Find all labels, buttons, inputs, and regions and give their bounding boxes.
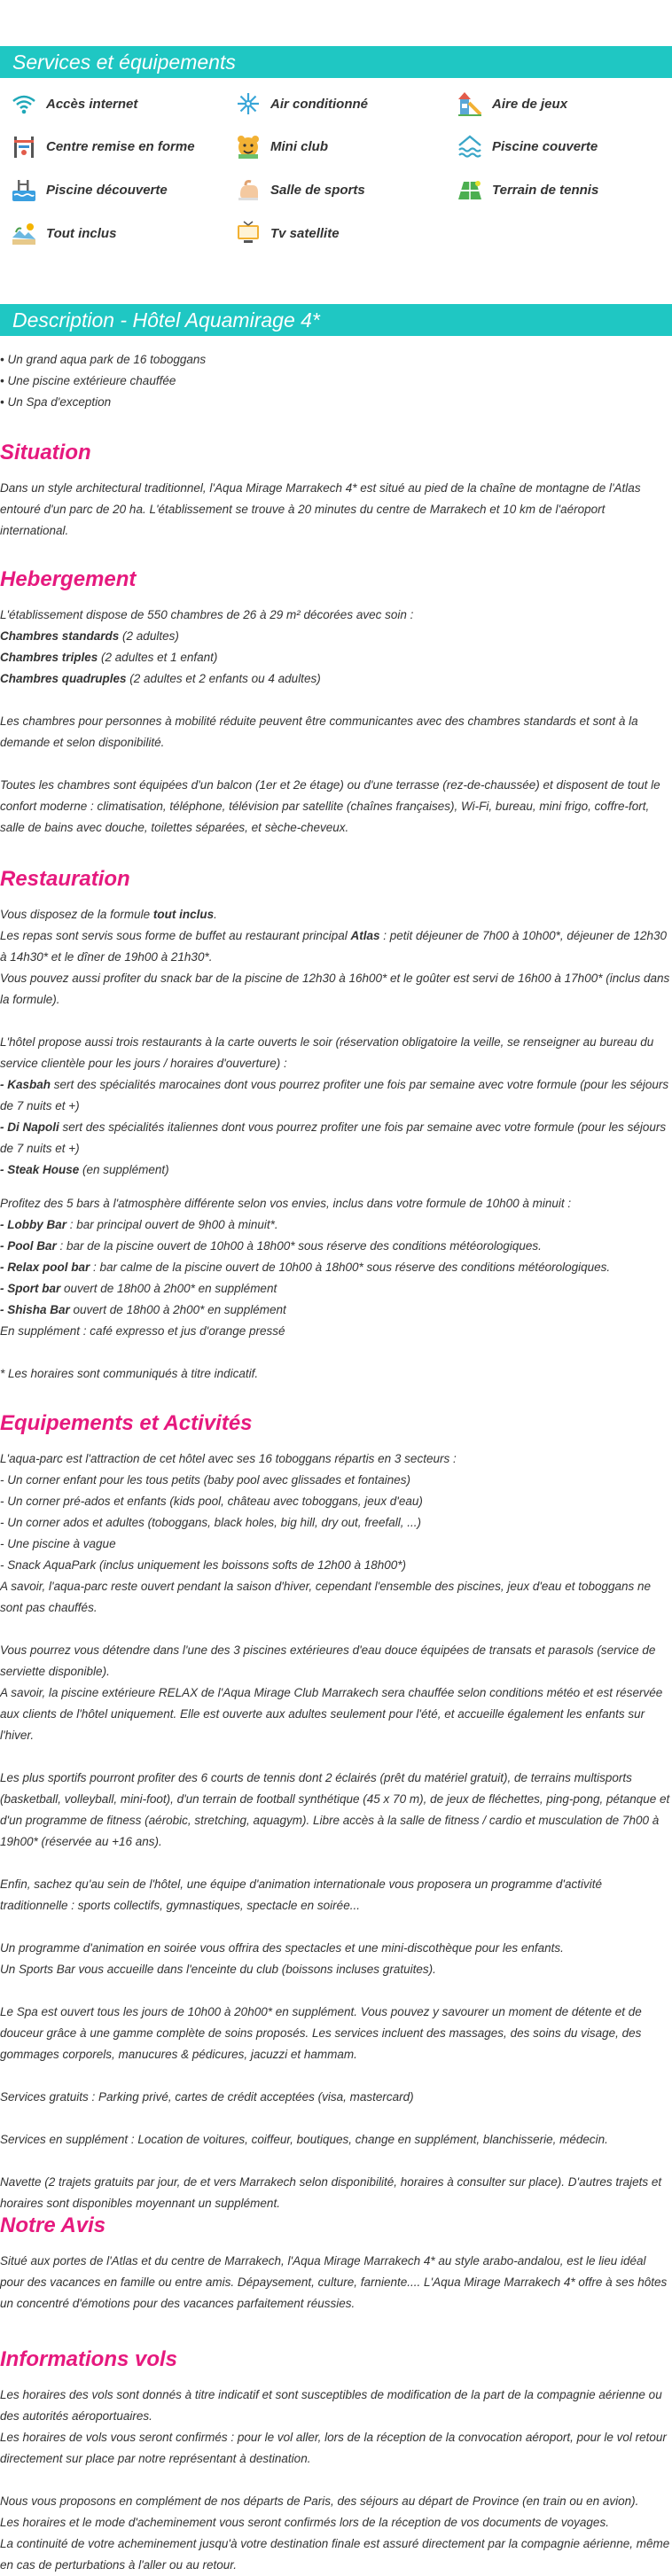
vols-section bbox=[0, 2347, 672, 2576]
outdoor-pool-icon bbox=[9, 175, 39, 205]
wifi-icon bbox=[9, 89, 39, 119]
meals-pre: Les repas sont servis sous forme de buffet au restaurant principal bbox=[0, 929, 351, 942]
vols-text: Les horaires des vols sont donnés à titre indicatif et sont susceptibles de modification de la part de la compagnie aérienne ou des autorités aéroportuaires. bbox=[0, 2388, 662, 2423]
service-label: Salle de sports bbox=[270, 182, 365, 198]
bar-item bbox=[0, 1236, 672, 1257]
service-label: Centre remise en forme bbox=[46, 138, 195, 154]
hebergement-comfort: Toutes les chambres sont équipées d'un balcon (1er et 2e étage) ou d'une terrasse (rez-de-chaussée) et disposent de tout le confort moderne : climatisation, téléphone, télévision par satellite (chaînes françaises), Wi-Fi, bureau, mini frigo, coffre-fort, salle de bains avec douche, toilettes séparées, et sèche-cheveux. bbox=[0, 778, 660, 834]
bars-intro: Profitez des 5 bars à l'atmosphère différente selon vos envies, inclus dans votre formule de 10h00 à minuit : bbox=[0, 1197, 572, 1210]
bar-item bbox=[0, 1257, 672, 1278]
aquapark-list bbox=[0, 1448, 672, 1619]
evening-text: Un programme d'animation en soirée vous offrira des spectacles et une mini-discothèque pour les enfants. bbox=[0, 1941, 564, 1955]
restaurant-item bbox=[0, 1159, 672, 1181]
bar-name: - Shisha Bar bbox=[0, 1303, 70, 1316]
services-title-bar: Services et équipements bbox=[0, 46, 672, 78]
hebergement-heading: Hebergement bbox=[0, 567, 137, 591]
free-services-text: Services gratuits : Parking privé, cartes de crédit acceptées (visa, mastercard) bbox=[0, 2090, 414, 2104]
avis-heading: Notre Avis bbox=[0, 2213, 106, 2237]
restaurant-desc: sert des spécialités marocaines dont vous pourrez profiter une fois par semaine avec votre formule (pour les séjours de 7 nuits et +) bbox=[0, 1078, 669, 1112]
sports-bar-text: Un Sports Bar vous accueille dans l'enceinte du club (boissons incluses gratuites). bbox=[0, 1963, 436, 1976]
service-tennis-court bbox=[455, 175, 598, 205]
mini-club-icon bbox=[233, 131, 263, 161]
aquapark-line: - Une piscine à vague bbox=[0, 1537, 116, 1550]
bar-name: - Relax pool bar bbox=[0, 1261, 90, 1274]
gym-icon bbox=[233, 175, 263, 205]
formula-bold: tout inclus bbox=[152, 908, 215, 921]
restaurant-name: - Steak House bbox=[0, 1163, 80, 1176]
avis-section bbox=[0, 2213, 672, 2314]
alacarte-line: L'hôtel propose aussi trois restaurants à la carte ouverts le soir (réservation obligatoire la veille, se renseigner au bureau du service clientèle pour les jours / horaires d'ouverture) : bbox=[0, 1035, 654, 1070]
situation-heading: Situation bbox=[0, 441, 91, 464]
vols-text: Les horaires de vols vous seront confirmés : pour le vol aller, lors de la réception de la convocation aéroport, pour le vol retour directement sur place par notre représentant à destination. bbox=[0, 2431, 667, 2465]
service-label: Piscine couverte bbox=[492, 138, 598, 154]
hebergement-intro: L'établissement dispose de 550 chambres de 26 à 29 m² décorées avec soin : bbox=[0, 608, 414, 621]
vols-text: Nous vous proposons en complément de nos départs de Paris, des séjours au départ de Province (en train ou en avion). bbox=[0, 2494, 639, 2508]
restaurant-desc: (en supplément) bbox=[79, 1163, 169, 1176]
service-label: Accès internet bbox=[46, 96, 138, 112]
vols-text: La continuité de votre acheminement jusqu'à votre destination finale est assuré directement par la compagnie aérienne, même en cas de perturbations à l'aller ou au retour. bbox=[0, 2537, 670, 2572]
highlight-item: • Un Spa d'exception bbox=[0, 395, 112, 409]
service-satellite-tv bbox=[233, 218, 340, 248]
bar-item bbox=[0, 1278, 672, 1300]
bar-item bbox=[0, 1300, 672, 1321]
service-indoor-pool bbox=[455, 131, 598, 161]
room-type bbox=[0, 668, 672, 690]
situation-section bbox=[0, 441, 672, 542]
hebergement-section bbox=[0, 567, 672, 839]
formula-post: . bbox=[214, 908, 217, 921]
vols-text: Les horaires et le mode d'acheminement vous seront confirmés lors de la réception de vos documents de voyages. bbox=[0, 2516, 609, 2529]
hours-note: * Les horaires sont communiqués à titre indicatif. bbox=[0, 1367, 259, 1380]
room-type-name: Chambres standards bbox=[0, 629, 120, 643]
spa-text: Le Spa est ouvert tous les jours de 10h00 à 20h00* en supplément. Vous pouvez y savourer un moment de détente et de douceur grâce à une gamme complète de soins proposés. Les services incluent des massages, des soins du visage, des gommages corporels, manucures & pédicures, jacuzzi et hammam. bbox=[0, 2005, 642, 2061]
shuttle-text: Navette (2 trajets gratuits par jour, de et vers Marrakech selon disponibilité, horaires à consulter sur place). D'autres trajets et horaires sont disponibles moyennant un supplément. bbox=[0, 2175, 662, 2210]
bar-desc: : bar de la piscine ouvert de 10h00 à 18h00* sous réserve des conditions météorologiques. bbox=[56, 1239, 542, 1253]
restauration-section bbox=[0, 867, 672, 1385]
service-mini-club bbox=[233, 131, 328, 161]
meals-post: : petit déjeuner de 7h00 à 10h00*, déjeuner de 12h30 à 14h30* et le dîner de 19h00 à 21h30*. bbox=[0, 929, 668, 964]
formula-line bbox=[0, 904, 672, 925]
snowflake-icon bbox=[233, 89, 263, 119]
bar-desc: ouvert de 18h00 à 2h00* en supplément bbox=[69, 1303, 286, 1316]
tennis-icon bbox=[455, 175, 485, 205]
pools-text: Vous pourrez vous détendre dans l'une des 3 piscines extérieures d'eau douce équipées de transats et parasols (service de serviette disponible). bbox=[0, 1643, 656, 1678]
vols-heading: Informations vols bbox=[0, 2347, 178, 2371]
service-label: Piscine découverte bbox=[46, 182, 168, 198]
tv-icon bbox=[233, 218, 263, 248]
service-air-conditioning bbox=[233, 89, 368, 119]
playground-icon bbox=[455, 89, 485, 119]
service-label: Terrain de tennis bbox=[492, 182, 599, 198]
situation-text: Dans un style architectural traditionnel, l'Aqua Mirage Marrakech 4* est situé au pied de la chaîne de montagne de l'Atlas entouré d'un parc de 20 ha. L'établissement se trouve à 20 minutes du centre de Marrakech et 10 km de l'aéroport international. bbox=[0, 481, 641, 537]
service-label: Air conditionné bbox=[270, 96, 368, 112]
restauration-heading: Restauration bbox=[0, 867, 130, 891]
service-playground bbox=[455, 89, 567, 119]
bar-name: - Sport bar bbox=[0, 1282, 61, 1295]
restaurant-desc: sert des spécialités italiennes dont vous pourrez profiter une fois par semaine avec votre formule (pour les séjours de 7 nuits et +) bbox=[0, 1120, 667, 1155]
restaurant-name: - Kasbah bbox=[0, 1078, 51, 1091]
restaurant-name: - Di Napoli bbox=[0, 1120, 59, 1134]
service-label: Mini club bbox=[270, 138, 328, 154]
room-type-desc: (2 adultes et 2 enfants ou 4 adultes) bbox=[126, 672, 321, 685]
service-internet bbox=[9, 89, 137, 119]
fitness-icon bbox=[9, 131, 39, 161]
service-label: Tout inclus bbox=[46, 225, 117, 241]
formula-pre: Vous disposez de la formule bbox=[0, 908, 153, 921]
animation-text: Enfin, sachez qu'au sein de l'hôtel, une équipe d'animation internationale vous proposera un programme d'activité traditionnelle : sports collectifs, gymnastiques, spectacle en soirée... bbox=[0, 1877, 602, 1912]
room-type bbox=[0, 647, 672, 668]
all-inclusive-icon bbox=[9, 218, 39, 248]
equipements-heading: Equipements et Activités bbox=[0, 1411, 253, 1435]
restaurant-item bbox=[0, 1074, 672, 1117]
aquapark-line: A savoir, l'aqua-parc reste ouvert pendant la saison d'hiver, cependant l'ensemble des piscines, jeux d'eau et toboggans ne sont pas chauffés. bbox=[0, 1580, 652, 1614]
paid-services-text: Services en supplément : Location de voitures, coiffeur, boutiques, change en supplément, blanchisserie, médecin. bbox=[0, 2133, 608, 2146]
highlight-item: • Un grand aqua park de 16 toboggans bbox=[0, 353, 207, 366]
aquapark-line: - Snack AquaPark (inclus uniquement les boissons softs de 12h00 à 18h00*) bbox=[0, 1558, 407, 1572]
service-all-inclusive bbox=[9, 218, 116, 248]
relax-pool-text: A savoir, la piscine extérieure RELAX de l'Aqua Mirage Club Marrakech sera chauffée selon conditions météo et est réservée aux clients de l'hôtel uniquement. Elle est ouverte aux adultes seulement pour l'été, et accueille également les enfants sur l'hiver. bbox=[0, 1686, 663, 1742]
bar-name: - Lobby Bar bbox=[0, 1218, 67, 1231]
equipements-section bbox=[0, 1411, 672, 2214]
service-label: Tv satellite bbox=[270, 225, 340, 241]
snack-line: Vous pouvez aussi profiter du snack bar de la piscine de 12h30 à 16h00* et le goûter est servi de 16h00 à 17h00* (inclus dans la formule). bbox=[0, 972, 670, 1006]
bar-desc: ouvert de 18h00 à 2h00* en supplément bbox=[60, 1282, 277, 1295]
restaurant-item bbox=[0, 1117, 672, 1159]
aquapark-line: L'aqua-parc est l'attraction de cet hôtel avec ses 16 toboggans répartis en 3 secteurs : bbox=[0, 1452, 457, 1465]
room-type-desc: (2 adultes) bbox=[119, 629, 179, 643]
room-type bbox=[0, 626, 672, 647]
bar-desc: : bar calme de la piscine ouvert de 10h00 à 18h00* sous réserve des conditions météorologiques. bbox=[90, 1261, 611, 1274]
sports-text: Les plus sportifs pourront profiter des 6 courts de tennis dont 2 éclairés (prêt du matériel gratuit), de terrains multisports (basketball, volleyball, mini-foot), d'un terrain de football synthétique (45 x 70 m), de jeux de fléchettes, ping-pong, pétanque et d'un programme de fitness (aérobic, stretching, aquagym). Libre accès à la salle de fitness / cardio et musculation de 7h00 à 19h00* (réservée au +16 ans). bbox=[0, 1771, 670, 1848]
aquapark-line: - Un corner pré-ados et enfants (kids pool, château avec toboggans, jeux d'eau) bbox=[0, 1495, 423, 1508]
room-type-desc: (2 adultes et 1 enfant) bbox=[98, 651, 218, 664]
description-highlights bbox=[0, 349, 672, 413]
meals-line bbox=[0, 925, 672, 968]
bar-name: - Pool Bar bbox=[0, 1239, 57, 1253]
avis-text: Situé aux portes de l'Atlas et du centre de Marrakech, l'Aqua Mirage Marrakech 4* au style arabo-andalou, est le lieu idéal pour des vacances en famille ou entre amis. Dépaysement, culture, farniente.... L'Aqua Mirage Marrakech 4* offre à ses hôtes un concentré d'émotions pour des vacances parfaitement réussies. bbox=[0, 2254, 668, 2310]
bar-desc: : bar principal ouvert de 9h00 à minuit*. bbox=[66, 1218, 278, 1231]
bar-item bbox=[0, 1214, 672, 1236]
hebergement-pmr: Les chambres pour personnes à mobilité réduite peuvent être communicantes avec des chambres standards et sont à la demande et selon disponibilité. bbox=[0, 714, 638, 749]
service-gym bbox=[233, 175, 365, 205]
service-outdoor-pool bbox=[9, 175, 168, 205]
service-label: Aire de jeux bbox=[492, 96, 568, 112]
aquapark-line: - Un corner ados et adultes (toboggans, black holes, big hill, dry out, freefall, ...) bbox=[0, 1516, 421, 1529]
description-title-bar: Description - Hôtel Aquamirage 4* bbox=[0, 304, 672, 336]
meals-bold: Atlas bbox=[350, 929, 380, 942]
room-type-name: Chambres triples bbox=[0, 651, 98, 664]
highlight-item: • Une piscine extérieure chauffée bbox=[0, 374, 176, 387]
aquapark-line: - Un corner enfant pour les tous petits (baby pool avec glissades et fontaines) bbox=[0, 1473, 411, 1487]
supplement-line: En supplément : café expresso et jus d'orange pressé bbox=[0, 1324, 285, 1338]
service-fitness-center bbox=[9, 131, 195, 161]
room-type-name: Chambres quadruples bbox=[0, 672, 127, 685]
indoor-pool-icon bbox=[455, 131, 485, 161]
